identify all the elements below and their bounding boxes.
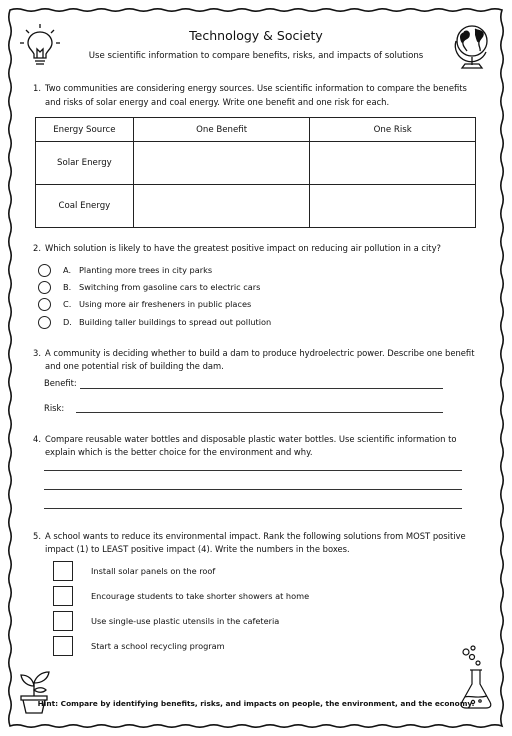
benefit-answer-cell[interactable] [133, 185, 310, 228]
column-header: One Risk [310, 118, 476, 142]
answer-line[interactable] [44, 508, 462, 509]
risk-answer-line[interactable] [76, 412, 443, 413]
option-text: Using more air fresheners in public places [79, 299, 252, 309]
benefit-answer-cell[interactable] [133, 142, 310, 185]
radio-circle[interactable] [38, 316, 51, 329]
answer-line[interactable] [44, 489, 462, 490]
column-header: Energy Source [36, 118, 134, 142]
rank-box[interactable] [53, 611, 73, 631]
option-letter: C. [63, 299, 72, 309]
risk-answer-cell[interactable] [310, 142, 476, 185]
table-row [36, 142, 476, 185]
question-text: A school wants to reduce its environmental impact. Rank the following solutions from MOST positive [45, 531, 466, 541]
column-header: One Benefit [133, 118, 310, 142]
option-text: Planting more trees in city parks [79, 265, 213, 275]
option-letter: D. [63, 317, 72, 327]
risk-answer-cell[interactable] [310, 185, 476, 228]
risk-label: Risk: [44, 403, 65, 413]
table-row [36, 185, 476, 228]
benefit-answer-line[interactable] [80, 388, 443, 389]
page-title: Technology & Society [189, 28, 323, 43]
question-number: 2. [33, 243, 41, 253]
rank-box[interactable] [53, 636, 73, 656]
table-header-row [36, 118, 476, 142]
rank-box[interactable] [53, 561, 73, 581]
plant-icon [16, 666, 52, 716]
option-text: Switching from gasoline cars to electric cars [79, 282, 261, 292]
rank-item-label: Start a school recycling program [91, 641, 225, 651]
energy-source-cell: Solar Energy [36, 142, 134, 185]
question-number: 3. [33, 348, 41, 358]
option-letter: A. [63, 265, 72, 275]
rank-item-label: Encourage students to take shorter showers at home [91, 591, 310, 601]
page-subtitle: Use scientific information to compare benefits, risks, and impacts of solutions [88, 51, 424, 61]
radio-circle[interactable] [38, 298, 51, 311]
question-text: explain which is the better choice for the environment and why. [45, 447, 313, 457]
question-number: 4. [33, 434, 41, 444]
radio-circle[interactable] [38, 264, 51, 277]
option-text: Building taller buildings to spread out pollution [79, 317, 272, 327]
rank-box[interactable] [53, 586, 73, 606]
question-text: Two communities are considering energy sources. Use scientific information to compare the benefits [45, 83, 467, 93]
hint-text: Hint: Compare by identifying benefits, risks, and impacts on people, the environment, and the economy. [37, 699, 475, 708]
benefit-label: Benefit: [44, 378, 77, 388]
question-text: and one potential risk of building the dam. [45, 361, 224, 371]
rank-item-label: Install solar panels on the roof [91, 566, 216, 576]
globe-icon [448, 18, 496, 74]
radio-circle[interactable] [38, 281, 51, 294]
option-letter: B. [63, 282, 72, 292]
question-number: 1. [33, 83, 41, 93]
energy-comparison-table [35, 117, 476, 228]
energy-source-cell: Coal Energy [36, 185, 134, 228]
question-text: impact (1) to LEAST positive impact (4). Write the numbers in the boxes. [45, 544, 350, 554]
question-text: A community is deciding whether to build a dam to produce hydroelectric power. Describe one benefit [45, 348, 475, 358]
question-text: Compare reusable water bottles and disposable plastic water bottles. Use scientific information to [45, 434, 457, 444]
question-text: and risks of solar energy and coal energy. Write one benefit and one risk for each. [45, 97, 390, 107]
question-text: Which solution is likely to have the greatest positive impact on reducing air pollution in a city? [45, 243, 441, 253]
rank-item-label: Use single-use plastic utensils in the cafeteria [91, 616, 280, 626]
question-number: 5. [33, 531, 41, 541]
answer-line[interactable] [44, 470, 462, 471]
